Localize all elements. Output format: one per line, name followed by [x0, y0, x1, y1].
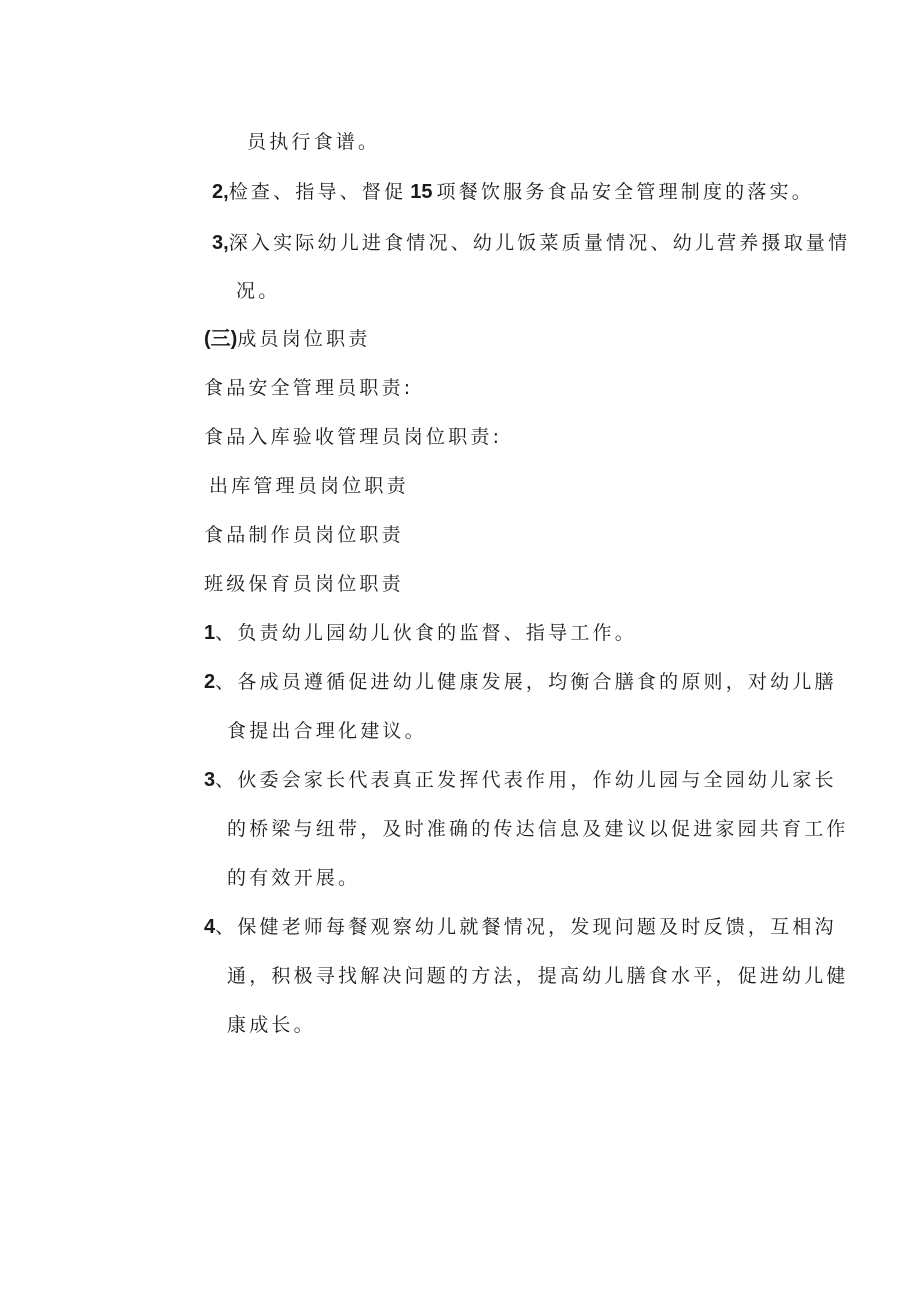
- duty-item-2-text-c: 项餐饮服务食品安全管理制度的落实。: [436, 181, 814, 203]
- numbered-item-3-line-3: 的有效开展。: [227, 867, 361, 889]
- duty-item-3-number: 3,: [212, 232, 229, 254]
- role-line: [204, 572, 404, 596]
- numbered-item-3-number: 3: [204, 769, 216, 791]
- numbered-item-3-line-1: 、伙委会家长代表真正发挥代表作用，作幼儿园与全园幼儿家长: [215, 769, 837, 791]
- numbered-item-3-cont: [227, 817, 849, 841]
- numbered-item-2: [204, 670, 837, 694]
- numbered-item-4-line-1: 、保健老师每餐观察幼儿就餐情况，发现问题及时反馈，互相沟: [215, 916, 837, 938]
- numbered-item-4-number: 4: [204, 916, 216, 938]
- role-outbound-manager: 出库管理员岗位职责: [209, 475, 409, 497]
- role-food-safety-manager: 食品安全管理员职责:: [204, 377, 414, 399]
- numbered-item-4-cont: [227, 1013, 316, 1037]
- numbered-item-4: [204, 915, 837, 939]
- duty-item-3: [212, 231, 850, 255]
- role-line: [204, 523, 404, 547]
- numbered-item-4-line-2: 通，积极寻找解决问题的方法，提高幼儿膳食水平，促进幼儿健: [227, 965, 849, 987]
- section-heading-number: (三): [204, 328, 238, 350]
- numbered-item-1: [204, 621, 637, 645]
- numbered-item-2-line-1: 、各成员遵循促进幼儿健康发展，均衡合膳食的原则，对幼儿膳: [215, 671, 837, 693]
- numbered-item-3: [204, 768, 837, 792]
- duty-item-3-continuation-text: 况。: [236, 280, 281, 302]
- section-heading-text: 成员岗位职责: [237, 328, 371, 350]
- role-line: [204, 425, 502, 449]
- role-line: [204, 376, 413, 400]
- duty-item-2-text-a: 检查、指导、督促: [228, 181, 407, 203]
- duty-item-2-number: 2,: [212, 181, 229, 203]
- duty-item-2: [212, 180, 814, 204]
- role-food-maker: 食品制作员岗位职责: [204, 524, 404, 546]
- numbered-item-3-line-2: 的桥梁与纽带，及时准确的传达信息及建议以促进家园共育工作: [227, 818, 849, 840]
- numbered-item-4-cont: [227, 964, 849, 988]
- duty-item-3-continuation: [236, 279, 280, 303]
- numbered-item-1-number: 1: [204, 622, 216, 644]
- numbered-item-4-line-3: 康成长。: [227, 1014, 316, 1036]
- item1-continuation-text: 员执行食谱。: [247, 131, 381, 153]
- role-inbound-inspection-manager: 食品入库验收管理员岗位职责:: [204, 426, 503, 448]
- numbered-item-2-number: 2: [204, 671, 216, 693]
- duty-item-2-count: 15: [410, 181, 433, 203]
- numbered-item-2-line-2: 食提出合理化建议。: [227, 720, 427, 742]
- role-line: [209, 474, 409, 498]
- item1-continuation: [247, 130, 380, 154]
- role-class-caretaker: 班级保育员岗位职责: [204, 573, 404, 595]
- section-heading: [204, 327, 371, 351]
- duty-item-3-text: 深入实际幼儿进食情况、幼儿饭菜质量情况、幼儿营养摄取量情: [228, 232, 851, 254]
- numbered-item-3-cont: [227, 866, 360, 890]
- numbered-item-2-cont: [227, 719, 427, 743]
- numbered-item-1-line-1: 、负责幼儿园幼儿伙食的监督、指导工作。: [215, 622, 637, 644]
